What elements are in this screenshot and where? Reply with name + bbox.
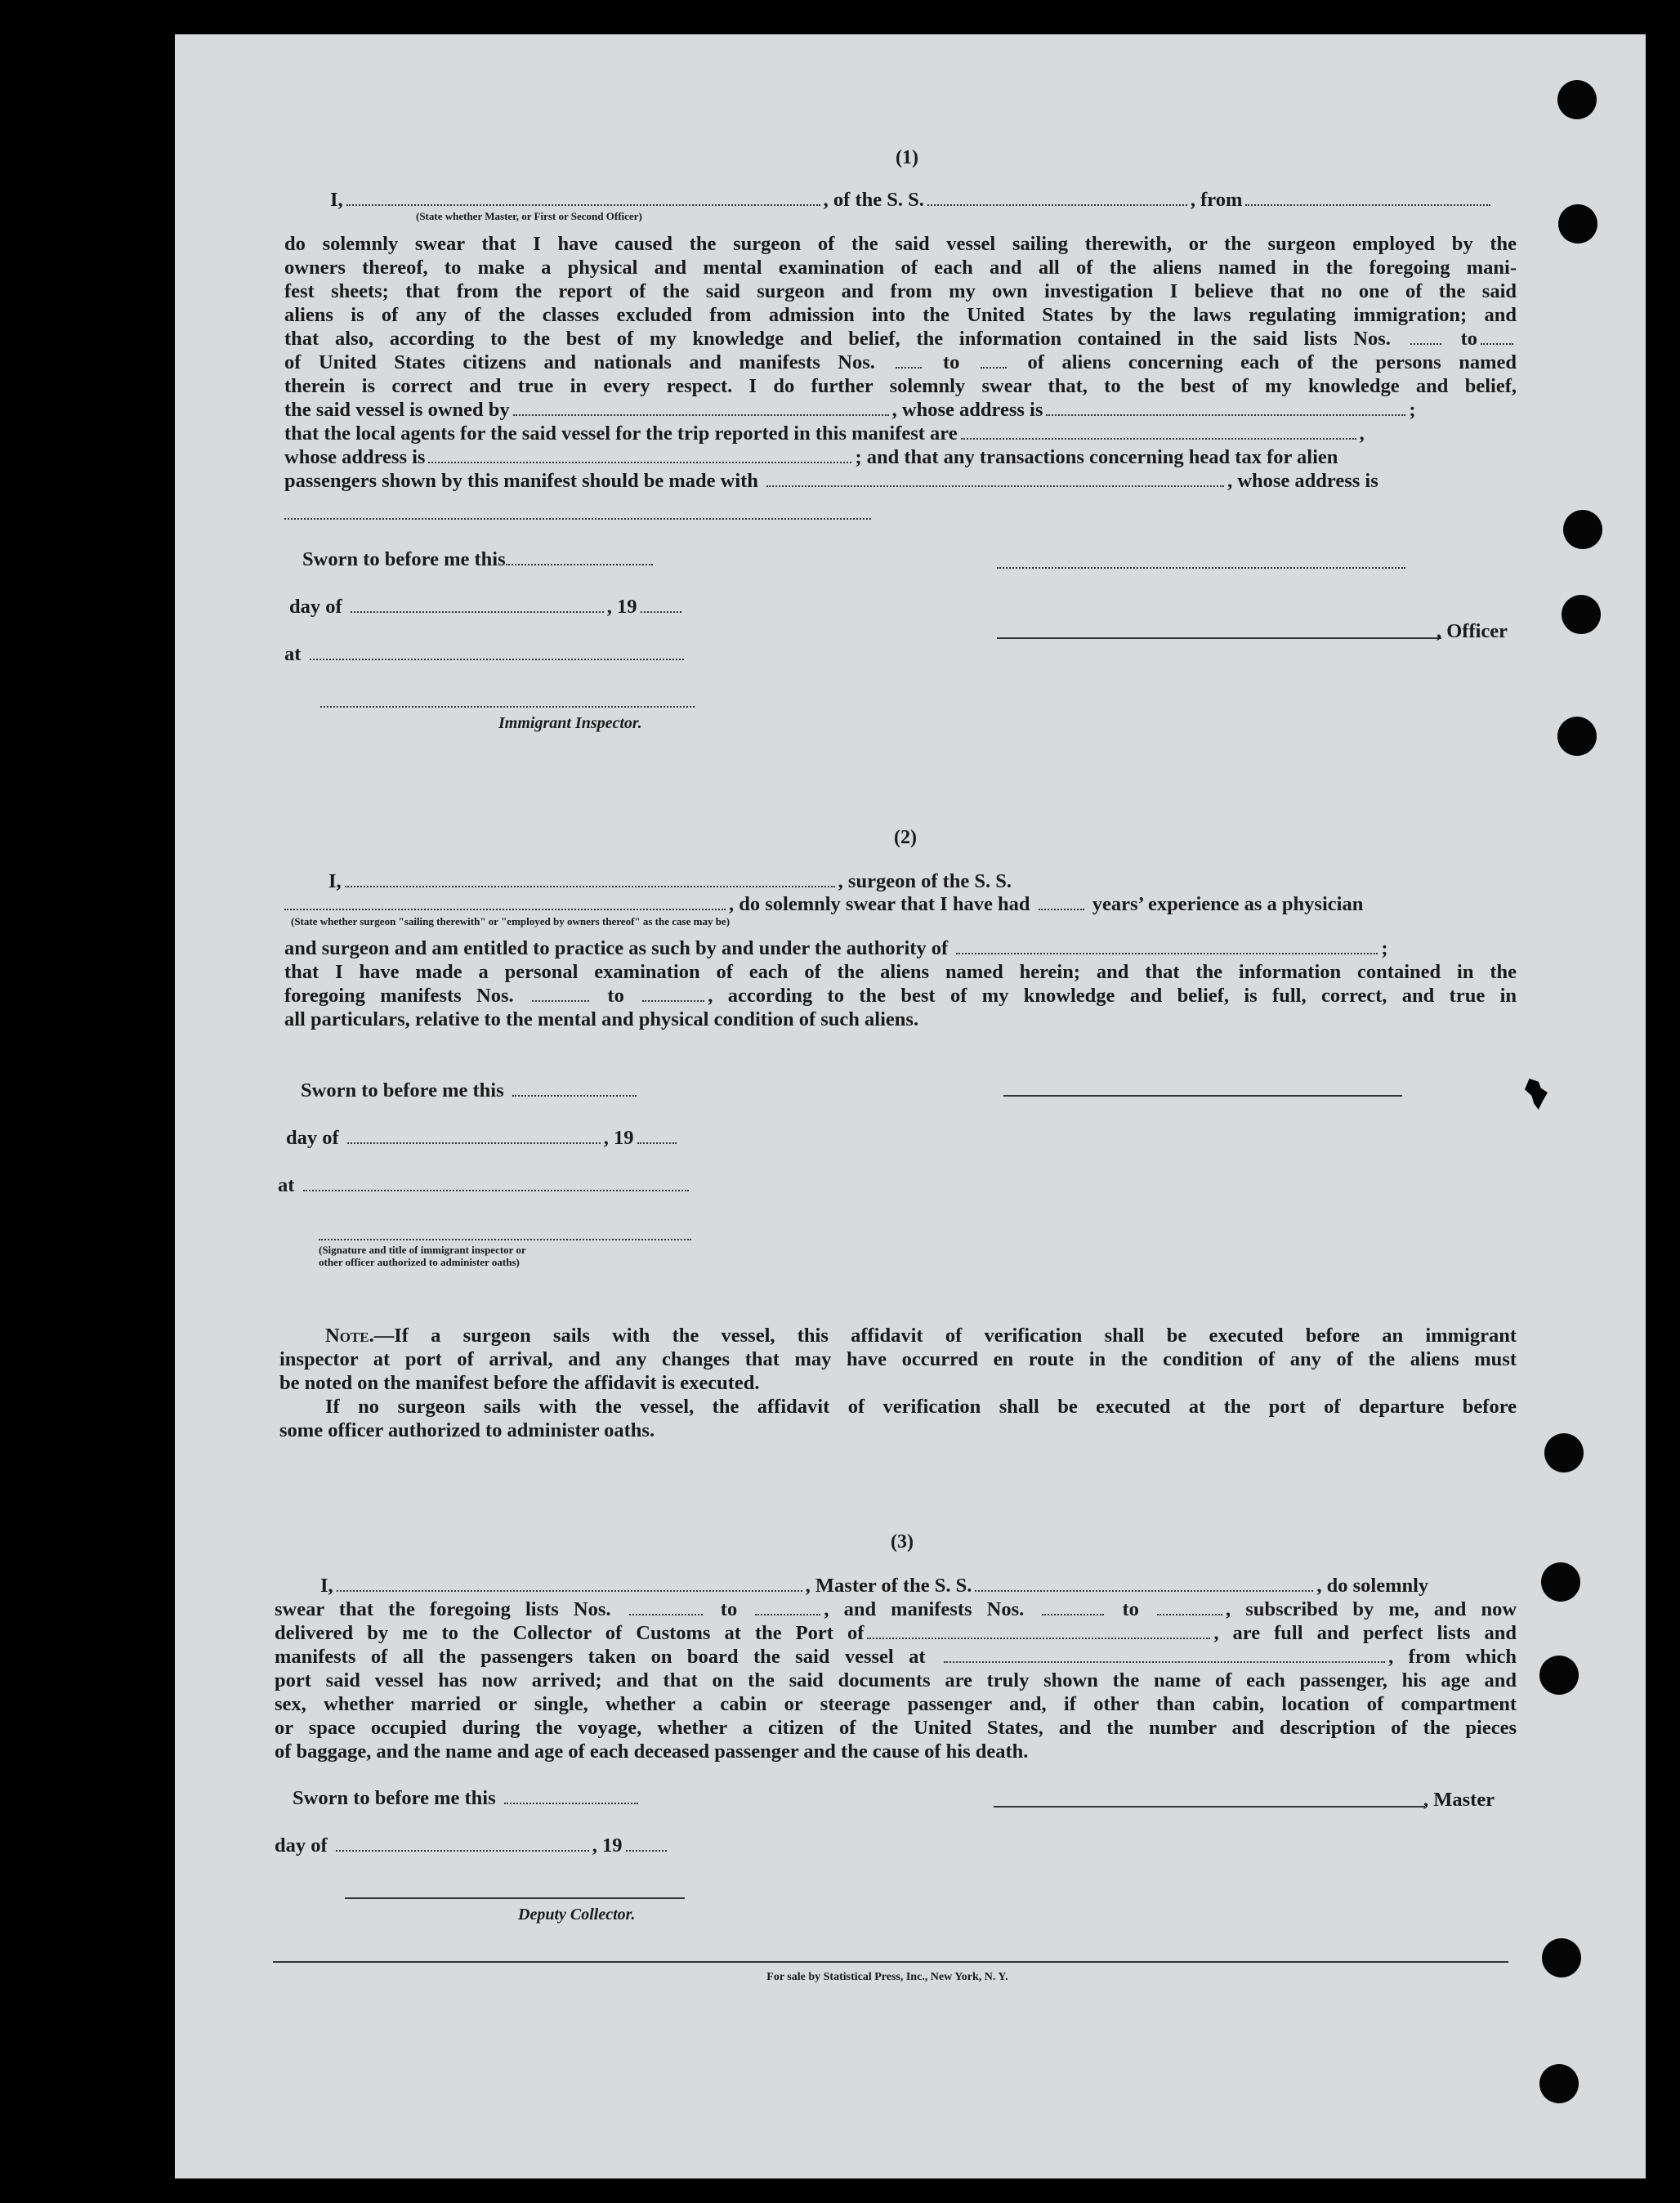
- s2-note-4: If no surgeon sails with the vessel, the affidavit of verification shall be executed at the port of departure before: [325, 1396, 1517, 1418]
- s1-line-3: owners thereof, to make a physical and mental examination of each and all of the aliens named in the foregoing mani-: [284, 257, 1517, 279]
- s1-line-4: fest sheets; that from the report of the said surgeon and from my own investigation I believe that no one of the said: [284, 280, 1517, 302]
- s2-line-3: and surgeon and am entitled to practice as such by and under the authority of ;: [284, 937, 1388, 959]
- s2-at: at: [278, 1173, 692, 1197]
- s2-note-2: inspector at port of arrival, and any changes that may have occurred en route in the condition of any of the aliens must: [279, 1348, 1517, 1370]
- s3-master-label: , Master: [1423, 1789, 1495, 1811]
- s1-line-6: that also, according to the best of my knowledge and belief, the information contained in the said lists Nos. to: [284, 327, 1517, 351]
- s1-address-continuation-line: [284, 518, 871, 520]
- s2-caption-surgeon: (State whether surgeon "sailing therewith" or "employed by owners thereof" as the case may be): [291, 915, 731, 927]
- s2-signature-line: [1003, 1095, 1402, 1097]
- s3-master-line: [994, 1806, 1425, 1808]
- punch-hole: [1563, 510, 1602, 549]
- section-1-number: (1): [896, 147, 918, 168]
- s2-note-3: be noted on the manifest before the affidavit is executed.: [279, 1372, 760, 1394]
- s1-line-10: that the local agents for the said vessel for the trip reported in this manifest are ,: [284, 422, 1365, 445]
- s3-line-8: of baggage, and the name and age of each deceased passenger and the cause of his death.: [275, 1741, 1029, 1763]
- s3-line-3: delivered by me to the Collector of Customs at the Port of , are full and perfect lists and: [275, 1622, 1517, 1644]
- s1-line-2: do solemnly swear that I have caused the surgeon of the said vessel sailing therewith, or the surgeon employed by the: [284, 233, 1517, 255]
- s3-line-4: manifests of all the passengers taken on board the said vessel at , from which: [275, 1646, 1517, 1668]
- s2-sworn: Sworn to before me this: [301, 1079, 640, 1102]
- s1-line-5: aliens is of any of the classes excluded from admission into the United States by the laws regulating immigration; and: [284, 304, 1517, 326]
- s3-line-5: port said vessel has now arrived; and that on the said documents are truly shown the name of each passenger, his age and: [275, 1669, 1517, 1691]
- s1-caption-officer: (State whether Master, or First or Second Officer): [416, 210, 642, 222]
- section-3-number: (3): [891, 1531, 914, 1553]
- punch-hole: [1539, 2064, 1579, 2103]
- form-page: [175, 34, 1646, 2178]
- s1-line-1: I, , of the S. S. , from: [330, 188, 1680, 212]
- s3-sworn: Sworn to before me this: [293, 1786, 641, 1810]
- s2-note-1: Note.—If a surgeon sails with the vessel, this affidavit of verification shall be executed before an immigrant: [325, 1325, 1517, 1347]
- s1-immigrant-inspector: Immigrant Inspector.: [498, 714, 642, 732]
- s3-line-6: sex, whether married or single, whether a cabin or steerage passenger and, if other than cabin, location of compartment: [275, 1693, 1517, 1715]
- note-heading: Note.: [325, 1325, 374, 1347]
- punch-hole: [1557, 717, 1597, 756]
- s2-inspector-sign-line: [319, 1239, 691, 1240]
- s3-line-1: I, , Master of the S. S. , do solemnly: [320, 1575, 1429, 1597]
- punch-hole: [1557, 80, 1597, 119]
- s1-inspector-sign-line: [320, 706, 695, 708]
- s1-day-of: day of , 19: [289, 595, 685, 619]
- s2-caption-signature-b: other officer authorized to administer oaths): [319, 1256, 520, 1268]
- binder-mark: [1525, 1079, 1548, 1110]
- footer-rule: [273, 1961, 1508, 1963]
- punch-hole: [1541, 1562, 1580, 1602]
- s2-line-5: foregoing manifests Nos. to , according to the best of my knowledge and belief, is full, correct, and true in: [284, 985, 1517, 1007]
- s2-line-4: that I have made a personal examination of each of the aliens named herein; and that the information contained in the: [284, 961, 1517, 983]
- s3-line-7: or space occupied during the voyage, whether a citizen of the United States, and the number and description of the pieces: [275, 1717, 1517, 1739]
- s3-line-2: swear that the foregoing lists Nos. to , and manifests Nos. to , subscribed by me, and now: [275, 1598, 1517, 1620]
- s1-officer-line: [997, 637, 1441, 639]
- section-2-number: (2): [894, 827, 917, 848]
- s1-at: at: [284, 642, 687, 666]
- bleed-through-text: [359, 105, 367, 131]
- s1-sworn: Sworn to before me this: [302, 547, 656, 571]
- s2-line-6: all particulars, relative to the mental and physical condition of such aliens.: [284, 1008, 919, 1030]
- punch-hole: [1539, 1656, 1579, 1695]
- s3-day-of: day of , 19: [275, 1834, 670, 1857]
- punch-hole: [1544, 1433, 1584, 1472]
- punch-hole: [1562, 595, 1601, 634]
- s1-line-12: passengers shown by this manifest should be made with , whose address is: [284, 470, 1378, 492]
- s2-day-of: day of , 19: [286, 1126, 680, 1150]
- s2-note-5: some officer authorized to administer oaths.: [279, 1419, 655, 1441]
- s2-caption-signature-a: (Signature and title of immigrant inspector or: [319, 1244, 526, 1256]
- s1-line-11: whose address is ; and that any transactions concerning head tax for alien: [284, 446, 1338, 468]
- s1-signature-line: [997, 567, 1405, 569]
- footer-printer: For sale by Statistical Press, Inc., New York, N. Y.: [766, 1971, 1008, 1983]
- s3-deputy-collector: Deputy Collector.: [518, 1906, 636, 1924]
- s1-line-8: therein is correct and true in every respect. I do further solemnly swear that, to the best of my knowledge and belief,: [284, 375, 1517, 397]
- s1-officer-label: , Officer: [1436, 620, 1508, 642]
- s3-collector-sign-line: [345, 1897, 685, 1899]
- s2-line-1: I, , surgeon of the S. S.: [328, 870, 1012, 892]
- s1-line-7: of United States citizens and nationals and manifests Nos. to of aliens concerning each of the persons named: [284, 351, 1517, 373]
- s2-line-2: , do solemnly swear that I have had years’ experience as a physician: [284, 892, 1363, 916]
- s1-line-9: the said vessel is owned by , whose address is ;: [284, 399, 1416, 421]
